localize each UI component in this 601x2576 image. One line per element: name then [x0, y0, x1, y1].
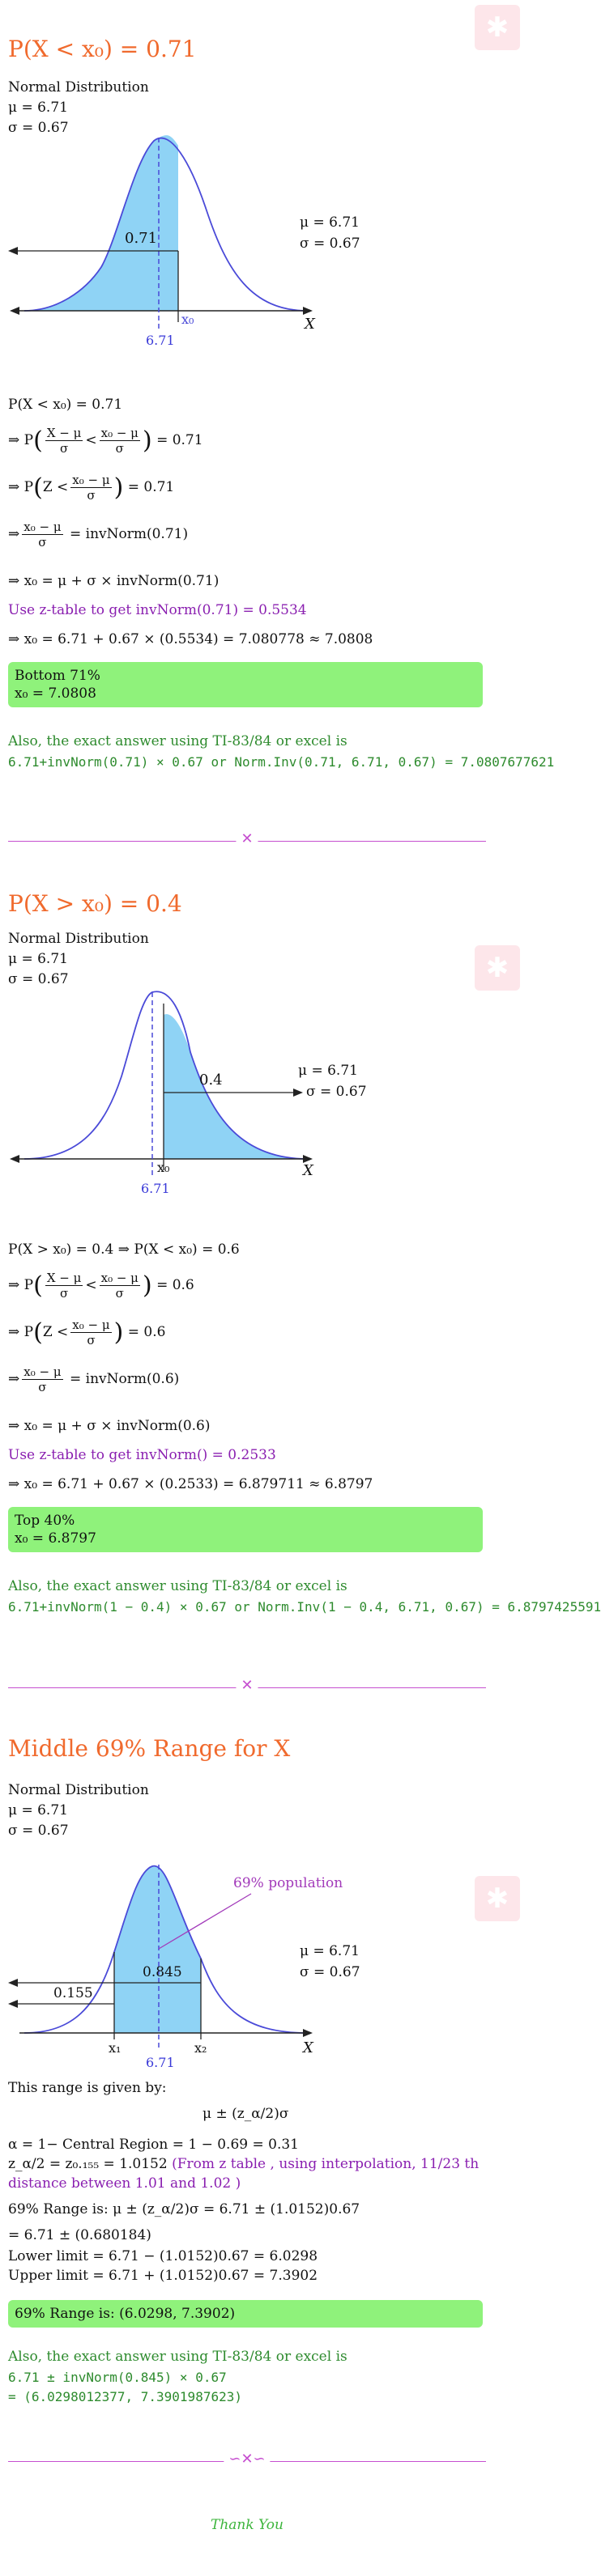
s2-step1: P(X > x₀) = 0.4 ⇒ P(X < x₀) = 0.6: [8, 1241, 240, 1258]
step-mid: Z <: [42, 479, 69, 495]
answer-line1: Bottom 71%: [15, 668, 100, 684]
dist-name: Normal Distribution: [8, 1782, 149, 1798]
answer-line2: x₀ = 7.0808: [15, 685, 96, 702]
s1-step4: [8, 520, 188, 550]
s1-step1: P(X < x₀) = 0.71: [8, 397, 123, 413]
shaded-area: [164, 1014, 308, 1159]
section3-title: Middle 69% Range for X: [8, 1735, 291, 1762]
step-suffix: = 0.6: [156, 1277, 194, 1293]
s3-lower: Lower limit = 6.71 − (1.0152)0.67 = 6.0298: [8, 2248, 318, 2264]
sigma-value: σ = 0.67: [8, 971, 69, 987]
s3-upper: Upper limit = 6.71 + (1.0152)0.67 = 7.3902: [8, 2268, 318, 2284]
step-prefix: ⇒ P: [8, 432, 34, 448]
mu-label: μ = 6.71: [298, 1063, 358, 1079]
step-suffix: = 0.71: [127, 479, 175, 495]
s2-step4: [8, 1364, 179, 1394]
s1-also: Also, the exact answer using TI-83/84 or excel is: [8, 733, 347, 749]
step-prefix: ⇒: [8, 1371, 20, 1387]
x1-label: x₁: [109, 2040, 121, 2056]
step-prefix: ⇒ P: [8, 479, 34, 495]
watermark-logo: [475, 5, 520, 50]
step-suffix: = invNorm(0.6): [69, 1371, 180, 1387]
fraction: $\frac{X - \mu}{\sigma}$: [46, 1271, 82, 1301]
x0-label: x₀: [181, 312, 194, 327]
dist-name: Normal Distribution: [8, 79, 149, 95]
s3-exact2: = (6.0298012377, 7.3901987623): [8, 2389, 242, 2404]
s3-range-formula: μ ± (z_α/2)σ: [202, 2106, 289, 2122]
z-value: z_α/2 = z₀.₁₅₅ = 1.0152: [8, 2156, 168, 2172]
step-suffix: = 0.6: [127, 1324, 166, 1340]
x2-label: x₂: [194, 2040, 207, 2056]
mean-label: 6.71: [146, 333, 175, 348]
sigma-label: σ = 0.67: [300, 1964, 360, 1980]
s1-answer-box: [8, 662, 483, 707]
thank-you: Thank You: [210, 2517, 283, 2533]
mu-value: μ = 6.71: [8, 1802, 68, 1818]
section3-params: [8, 1780, 149, 1841]
watermark-logo: [475, 945, 520, 991]
s2-exact: 6.71+invNorm(1 − 0.4) × 0.67 or Norm.Inv(1 − 0.4, 6.71, 0.67) = 6.8797425591: [8, 1599, 601, 1615]
axis-label: X: [303, 1162, 313, 1179]
mu-value: μ = 6.71: [8, 951, 68, 967]
section1-title: P(X < x₀) = 0.71: [8, 36, 197, 62]
sigma-value: σ = 0.67: [8, 1823, 69, 1839]
mu-label: μ = 6.71: [300, 1943, 360, 1959]
fraction: $\frac{\text{x₀ − μ}}{\sigma}$: [72, 473, 110, 503]
pop-label: 69% population: [233, 1875, 343, 1891]
s3-z-line: [8, 2156, 479, 2172]
s3-alpha: α = 1− Central Region = 1 − 0.69 = 0.31: [8, 2137, 299, 2153]
fraction: $\frac{\text{x₀ − μ}}{\sigma}$: [72, 1318, 110, 1347]
normal-curve-graph-1: [8, 129, 364, 364]
axis-label: X: [305, 316, 315, 333]
step-prefix: ⇒ P: [8, 1277, 34, 1293]
s2-step3: ⇒ P(Z < $\frac{\text{x₀ − μ}}{\sigma}$ ) = 0.6: [8, 1318, 166, 1347]
answer-line1: Top 40%: [15, 1513, 75, 1529]
step-suffix: = invNorm(0.71): [69, 526, 189, 542]
mean-label: 6.71: [146, 2055, 175, 2070]
section-divider: ✕: [8, 1680, 486, 1696]
x0-label: x₀: [157, 1160, 170, 1175]
mean-label: 6.71: [141, 1181, 170, 1196]
section-divider: ∽✕∽: [8, 2454, 486, 2470]
sigma-label: σ = 0.67: [306, 1084, 367, 1100]
axis-label: X: [303, 2039, 313, 2056]
s2-also: Also, the exact answer using TI-83/84 or excel is: [8, 1578, 347, 1594]
watermark-logo: [475, 1876, 520, 1921]
section-divider: ✕: [8, 834, 486, 850]
s1-ztable: Use z-table to get invNorm(0.71) = 0.5534: [8, 602, 307, 618]
s1-exact: 6.71+invNorm(0.71) × 0.67 or Norm.Inv(0.71, 6.71, 0.67) = 7.0807677621: [8, 754, 555, 770]
fraction: $\frac{\text{x₀ − μ}}{\sigma}$: [23, 520, 62, 550]
s3-also: Also, the exact answer using TI-83/84 or excel is: [8, 2349, 347, 2365]
prob-label: 0.4: [199, 1072, 223, 1089]
step-mid: Z <: [42, 1324, 69, 1340]
normal-curve-graph-3: [8, 1845, 364, 2070]
section2-title: P(X > x₀) = 0.4: [8, 890, 182, 917]
s3-exact1: 6.71 ± invNorm(0.845) × 0.67: [8, 2370, 227, 2385]
sigma-value: σ = 0.67: [8, 120, 69, 136]
step-prefix: ⇒: [8, 526, 20, 542]
lower-cum-label: 0.155: [53, 1985, 93, 2001]
upper-cum-label: 0.845: [143, 1964, 182, 1980]
s3-range-calc2: = 6.71 ± (0.680184): [8, 2227, 151, 2243]
fraction: $\frac{X - \mu}{\sigma}$: [46, 426, 82, 456]
s3-range-intro: This range is given by:: [8, 2080, 167, 2096]
answer-line2: x₀ = 6.8797: [15, 1530, 96, 1547]
s2-answer-box: [8, 1507, 483, 1552]
s1-step3: ⇒ P(Z < $\frac{\text{x₀ − μ}}{\sigma}$ ) = 0.71: [8, 473, 175, 503]
fraction: $\frac{\text{x₀ − μ}}{\sigma}$: [23, 1364, 62, 1394]
z-note: (From z table , using interpolation, 11/23 th: [172, 2156, 480, 2172]
dist-name: Normal Distribution: [8, 931, 149, 947]
s3-answer-box: 69% Range is: (6.0298, 7.3902): [8, 2300, 483, 2328]
s3-range-calc: 69% Range is: μ ± (z_α/2)σ = 6.71 ± (1.0152)0.67: [8, 2201, 360, 2217]
mu-label: μ = 6.71: [300, 214, 360, 231]
s2-ztable: Use z-table to get invNorm() = 0.2533: [8, 1447, 276, 1463]
prob-label: 0.71: [125, 230, 158, 247]
s1-step6: ⇒ x₀ = 6.71 + 0.67 × (0.5534) = 7.080778 ≈ 7.0808: [8, 631, 373, 647]
normal-curve-graph-2: [8, 987, 367, 1214]
sigma-label: σ = 0.67: [300, 236, 360, 252]
section2-params: [8, 929, 149, 990]
s2-step2: ⇒ P( $\frac{X - \mu}{\sigma}$ < $\frac{\text{x₀ − μ}}{\sigma}$ ) = 0.6: [8, 1271, 194, 1301]
mu-value: μ = 6.71: [8, 100, 68, 116]
s3-z-note2: distance between 1.01 and 1.02 ): [8, 2175, 241, 2192]
shaded-area: [114, 1866, 201, 2033]
fraction: $\frac{\text{x₀ − μ}}{\sigma}$: [100, 426, 139, 456]
fraction: $\frac{\text{x₀ − μ}}{\sigma}$: [100, 1271, 139, 1301]
s1-step5: ⇒ x₀ = μ + σ × invNorm(0.71): [8, 573, 220, 589]
step-prefix: ⇒ P: [8, 1324, 34, 1340]
s1-step2: ⇒ P( $\frac{X - \mu}{\sigma}$ < $\frac{\text{x₀ − μ}}{\sigma}$ ) = 0.71: [8, 426, 203, 456]
s2-step5: ⇒ x₀ = μ + σ × invNorm(0.6): [8, 1418, 211, 1434]
step-suffix: = 0.71: [156, 432, 203, 448]
shaded-area: [24, 135, 178, 311]
s2-step6: ⇒ x₀ = 6.71 + 0.67 × (0.2533) = 6.879711 ≈ 6.8797: [8, 1476, 373, 1492]
